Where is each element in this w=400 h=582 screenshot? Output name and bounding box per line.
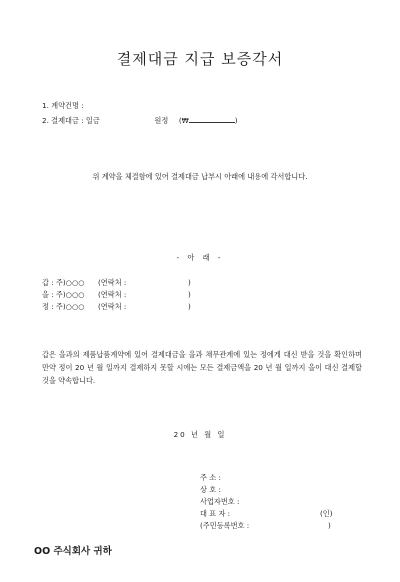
party-row: [42, 278, 191, 288]
signature-label: 사업자번호 :: [200, 497, 240, 506]
signature-label: 대 표 자 :: [200, 509, 231, 518]
signature-row: [200, 497, 262, 507]
party-contact-close: ): [188, 278, 191, 287]
party-row: [42, 290, 191, 300]
signature-label: (주민등록번호 :: [200, 521, 250, 530]
intro-text: 위 계약을 체결함에 있어 결제대금 납부시 아래에 내용에 각서합니다.: [92, 172, 308, 181]
party-name: 정 : 주)○○○: [42, 302, 85, 311]
document-title: 결제대금 지급 보증각서: [116, 50, 284, 68]
signature-row: [200, 473, 262, 483]
won-paren-open: (₩: [178, 116, 189, 125]
won-paren-close: ): [234, 116, 238, 125]
signature-row: [200, 509, 333, 519]
won-label: 원정: [154, 116, 169, 125]
addressee: OO 주식회사 귀하: [34, 546, 112, 557]
guarantee-paragraph: 갑은 을과의 제품납품계약에 있어 결제대금을 을과 채무관계에 있는 정에게 대신 받을 것을 확인하며 만약 정이 20 년 월 일까지 결제하지 못할 시에는 모든 결제금액을 20 년 월 일까지 을이 대신 결제할 것을 약속합니다.: [42, 350, 362, 385]
party-name: 을 : 주)○○○: [42, 290, 85, 299]
party-contact-close: ): [188, 302, 191, 311]
contract-name-label: 1. 계약건명 :: [42, 101, 84, 110]
party-row: [42, 302, 191, 312]
section-heading: - 아 래 -: [176, 253, 224, 262]
signature-label: 상 호 :: [200, 485, 221, 494]
party-name: 갑 : 주)○○○: [42, 278, 85, 287]
contract-name-line: [42, 101, 84, 111]
seal-mark: (인): [320, 509, 333, 518]
date-line: 20 년 월 일: [173, 430, 227, 439]
party-contact: (연락처 :: [98, 302, 127, 311]
rrn-close: ): [328, 521, 331, 530]
payment-amount-line: [42, 116, 238, 126]
signature-row: [200, 521, 331, 531]
signature-label: 주 소 :: [200, 473, 221, 482]
party-contact-close: ): [188, 290, 191, 299]
party-contact: (연락처 :: [98, 290, 127, 299]
payment-amount-label: 2. 결제대금 : 일금: [42, 116, 100, 125]
amount-blank: [189, 116, 235, 123]
party-contact: (연락처 :: [98, 278, 127, 287]
signature-row: [200, 485, 262, 495]
